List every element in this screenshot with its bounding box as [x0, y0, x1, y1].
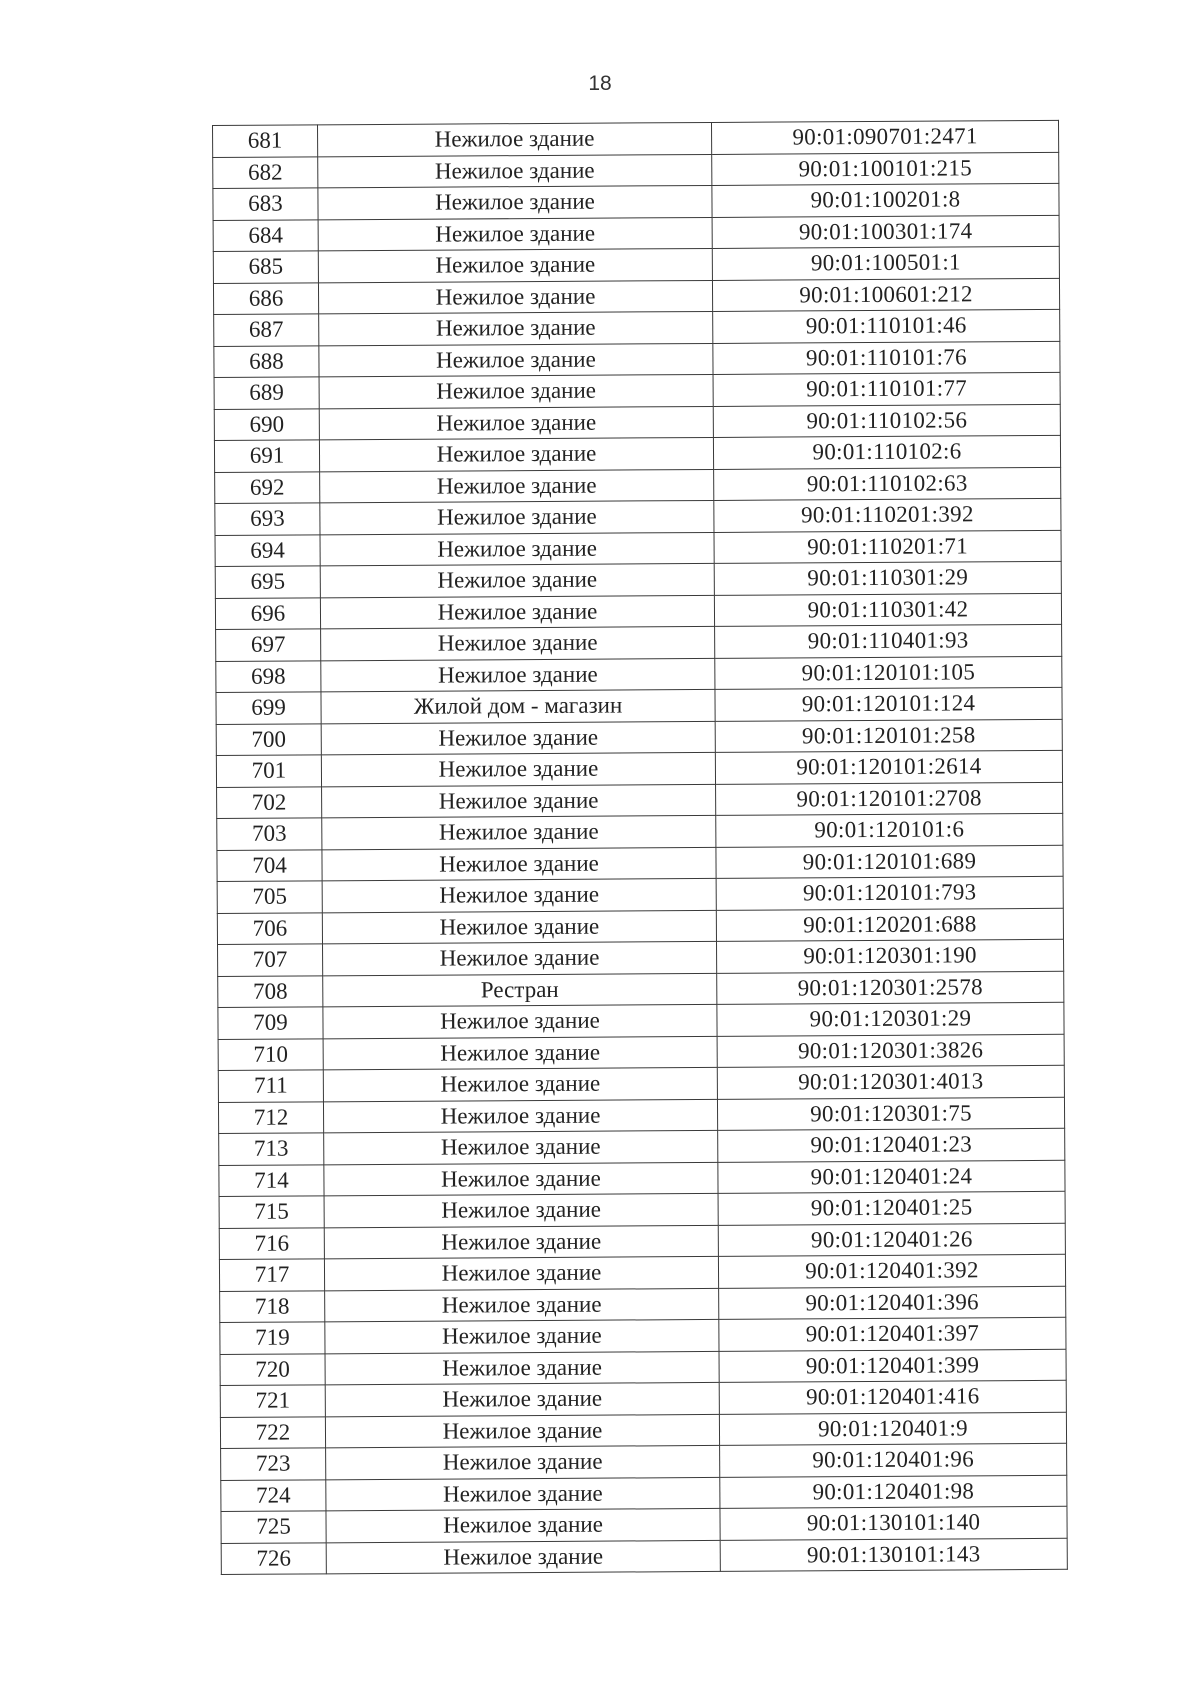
- object-name-cell: Нежилое здание: [320, 563, 714, 597]
- row-number-cell: 717: [219, 1259, 324, 1291]
- row-number-cell: 701: [216, 755, 321, 787]
- table-row: [221, 1506, 1067, 1543]
- row-number-cell: 722: [220, 1416, 325, 1448]
- row-number-cell: 685: [213, 251, 318, 283]
- table-row: [214, 341, 1060, 378]
- object-name-cell: Нежилое здание: [324, 1225, 718, 1259]
- row-number-cell: 683: [213, 188, 318, 220]
- cadastral-number-cell: 90:01:120401:26: [718, 1223, 1065, 1257]
- row-number-cell: 721: [220, 1385, 325, 1417]
- table-row: [216, 719, 1062, 756]
- row-number-cell: 693: [215, 503, 320, 535]
- row-number-cell: 681: [213, 125, 318, 157]
- object-name-cell: Нежилое здание: [319, 311, 713, 345]
- cadastral-number-cell: 90:01:120301:29: [717, 1002, 1064, 1036]
- row-number-cell: 706: [217, 912, 322, 944]
- table-row: [219, 1223, 1065, 1260]
- row-number-cell: 692: [215, 471, 320, 503]
- table-row: [215, 530, 1061, 567]
- table-row: [216, 687, 1062, 724]
- cadastral-number-cell: 90:01:100101:215: [712, 152, 1059, 186]
- object-name-cell: Нежилое здание: [324, 1130, 718, 1164]
- object-name-cell: Рестран: [323, 973, 717, 1007]
- object-name-cell: Нежилое здание: [320, 532, 714, 566]
- cadastral-number-cell: 90:01:120401:397: [719, 1317, 1066, 1351]
- cadastral-number-cell: 90:01:130101:140: [720, 1506, 1067, 1540]
- row-number-cell: 710: [218, 1038, 323, 1070]
- row-number-cell: 695: [215, 566, 320, 598]
- row-number-cell: 690: [214, 408, 319, 440]
- table-row: [217, 876, 1063, 913]
- table-row: [221, 1443, 1067, 1480]
- cadastral-number-cell: 90:01:120301:2578: [717, 971, 1064, 1005]
- cadastral-number-cell: 90:01:110102:6: [713, 435, 1060, 469]
- table-row: [214, 309, 1060, 346]
- cadastral-number-cell: 90:01:120401:24: [718, 1160, 1065, 1194]
- table-row: [213, 215, 1059, 252]
- object-name-cell: Нежилое здание: [323, 941, 717, 975]
- row-number-cell: 699: [216, 692, 321, 724]
- row-number-cell: 689: [214, 377, 319, 409]
- table-row: [220, 1317, 1066, 1354]
- cadastral-number-cell: 90:01:120101:105: [715, 656, 1062, 690]
- cadastral-number-cell: 90:01:120101:2708: [716, 782, 1063, 816]
- table-row: [219, 1160, 1065, 1197]
- table-row: [220, 1349, 1066, 1386]
- row-number-cell: 718: [220, 1290, 325, 1322]
- object-name-cell: Нежилое здание: [321, 658, 715, 692]
- table-row: [215, 467, 1061, 504]
- object-name-cell: Нежилое здание: [321, 721, 715, 755]
- cadastral-number-cell: 90:01:110102:63: [714, 467, 1061, 501]
- row-number-cell: 711: [218, 1070, 323, 1102]
- cadastral-number-cell: 90:01:100301:174: [712, 215, 1059, 249]
- cadastral-number-cell: 90:01:110301:42: [714, 593, 1061, 627]
- cadastral-number-cell: 90:01:120401:98: [720, 1475, 1067, 1509]
- table-row: [217, 845, 1063, 882]
- row-number-cell: 702: [217, 786, 322, 818]
- row-number-cell: 694: [215, 534, 320, 566]
- object-name-cell: Нежилое здание: [319, 437, 713, 471]
- cadastral-number-cell: 90:01:090701:2471: [711, 120, 1058, 154]
- row-number-cell: 714: [219, 1164, 324, 1196]
- cadastral-number-cell: 90:01:120401:392: [718, 1254, 1065, 1288]
- table-row: [217, 908, 1063, 945]
- row-number-cell: 724: [221, 1479, 326, 1511]
- table-row: [218, 1034, 1064, 1071]
- cadastral-number-cell: 90:01:120401:25: [718, 1191, 1065, 1225]
- object-name-cell: Нежилое здание: [322, 910, 716, 944]
- object-name-cell: Нежилое здание: [322, 847, 716, 881]
- row-number-cell: 719: [220, 1322, 325, 1354]
- row-number-cell: 700: [216, 723, 321, 755]
- row-number-cell: 708: [218, 975, 323, 1007]
- object-name-cell: Нежилое здание: [318, 217, 712, 251]
- row-number-cell: 707: [218, 944, 323, 976]
- table-row: [213, 183, 1059, 220]
- object-name-cell: Нежилое здание: [321, 752, 715, 786]
- cadastral-number-cell: 90:01:120401:399: [719, 1349, 1066, 1383]
- cadastral-number-cell: 90:01:100201:8: [712, 183, 1059, 217]
- row-number-cell: 715: [219, 1196, 324, 1228]
- cadastral-number-cell: 90:01:120101:258: [715, 719, 1062, 753]
- table-row: [218, 1097, 1064, 1134]
- table-row: [220, 1380, 1066, 1417]
- cadastral-number-cell: 90:01:120301:75: [717, 1097, 1064, 1131]
- cadastral-number-cell: 90:01:110401:93: [715, 624, 1062, 658]
- property-table-container: [212, 120, 1067, 1575]
- object-name-cell: Нежилое здание: [323, 1067, 717, 1101]
- object-name-cell: Нежилое здание: [320, 469, 714, 503]
- object-name-cell: Нежилое здание: [326, 1477, 720, 1511]
- row-number-cell: 723: [221, 1448, 326, 1480]
- cadastral-number-cell: 90:01:110201:71: [714, 530, 1061, 564]
- row-number-cell: 686: [213, 282, 318, 314]
- table-row: [218, 971, 1064, 1008]
- object-name-cell: Нежилое здание: [323, 1004, 717, 1038]
- object-name-cell: Нежилое здание: [326, 1540, 720, 1574]
- object-name-cell: Нежилое здание: [322, 815, 716, 849]
- row-number-cell: 698: [216, 660, 321, 692]
- table-row: [220, 1286, 1066, 1323]
- table-row: [213, 246, 1059, 283]
- row-number-cell: 697: [216, 629, 321, 661]
- object-name-cell: Жилой дом - магазин: [321, 689, 715, 723]
- cadastral-number-cell: 90:01:100501:1: [712, 246, 1059, 280]
- table-row: [213, 120, 1059, 157]
- row-number-cell: 725: [221, 1511, 326, 1543]
- row-number-cell: 682: [213, 156, 318, 188]
- cadastral-number-cell: 90:01:120301:3826: [717, 1034, 1064, 1068]
- table-row: [215, 498, 1061, 535]
- row-number-cell: 726: [221, 1542, 326, 1574]
- object-name-cell: Нежилое здание: [326, 1508, 720, 1542]
- object-name-cell: Нежилое здание: [318, 154, 712, 188]
- cadastral-number-cell: 90:01:120401:396: [719, 1286, 1066, 1320]
- cadastral-number-cell: 90:01:110101:46: [713, 309, 1060, 343]
- cadastral-number-cell: 90:01:120101:793: [716, 876, 1063, 910]
- cadastral-number-cell: 90:01:120201:688: [716, 908, 1063, 942]
- table-row: [215, 561, 1061, 598]
- cadastral-number-cell: 90:01:110201:392: [714, 498, 1061, 532]
- table-row: [217, 813, 1063, 850]
- object-name-cell: Нежилое здание: [318, 122, 712, 156]
- table-row: [218, 1002, 1064, 1039]
- object-name-cell: Нежилое здание: [320, 500, 714, 534]
- row-number-cell: 687: [214, 314, 319, 346]
- cadastral-number-cell: 90:01:110101:76: [713, 341, 1060, 375]
- table-row: [216, 656, 1062, 693]
- row-number-cell: 703: [217, 818, 322, 850]
- table-row: [221, 1475, 1067, 1512]
- table-body: [213, 120, 1068, 1574]
- table-row: [219, 1254, 1065, 1291]
- row-number-cell: 709: [218, 1007, 323, 1039]
- object-name-cell: Нежилое здание: [323, 1036, 717, 1070]
- object-name-cell: Нежилое здание: [318, 248, 712, 282]
- table-row: [213, 152, 1059, 189]
- table-row: [219, 1191, 1065, 1228]
- table-row: [213, 278, 1059, 315]
- cadastral-number-cell: 90:01:120401:9: [719, 1412, 1066, 1446]
- page-number: 18: [588, 72, 612, 95]
- cadastral-number-cell: 90:01:120401:23: [718, 1128, 1065, 1162]
- object-name-cell: Нежилое здание: [326, 1445, 720, 1479]
- object-name-cell: Нежилое здание: [322, 784, 716, 818]
- object-name-cell: Нежилое здание: [324, 1193, 718, 1227]
- row-number-cell: 716: [219, 1227, 324, 1259]
- table-row: [221, 1538, 1067, 1575]
- cadastral-number-cell: 90:01:120101:689: [716, 845, 1063, 879]
- row-number-cell: 720: [220, 1353, 325, 1385]
- cadastral-number-cell: 90:01:100601:212: [712, 278, 1059, 312]
- object-name-cell: Нежилое здание: [325, 1288, 719, 1322]
- cadastral-number-cell: 90:01:130101:143: [720, 1538, 1067, 1572]
- table-row: [214, 372, 1060, 409]
- object-name-cell: Нежилое здание: [322, 878, 716, 912]
- object-name-cell: Нежилое здание: [325, 1414, 719, 1448]
- cadastral-number-cell: 90:01:120401:416: [719, 1380, 1066, 1414]
- object-name-cell: Нежилое здание: [325, 1382, 719, 1416]
- table-row: [214, 404, 1060, 441]
- object-name-cell: Нежилое здание: [318, 185, 712, 219]
- row-number-cell: 704: [217, 849, 322, 881]
- cadastral-number-cell: 90:01:120101:6: [716, 813, 1063, 847]
- row-number-cell: 691: [214, 440, 319, 472]
- object-name-cell: Нежилое здание: [324, 1162, 718, 1196]
- table-row: [216, 750, 1062, 787]
- object-name-cell: Нежилое здание: [325, 1351, 719, 1385]
- object-name-cell: Нежилое здание: [323, 1099, 717, 1133]
- table-row: [217, 782, 1063, 819]
- object-name-cell: Нежилое здание: [325, 1319, 719, 1353]
- row-number-cell: 688: [214, 345, 319, 377]
- cadastral-number-cell: 90:01:120301:4013: [717, 1065, 1064, 1099]
- cadastral-number-cell: 90:01:110102:56: [713, 404, 1060, 438]
- row-number-cell: 712: [218, 1101, 323, 1133]
- table-row: [215, 593, 1061, 630]
- object-name-cell: Нежилое здание: [324, 1256, 718, 1290]
- table-row: [220, 1412, 1066, 1449]
- object-name-cell: Нежилое здание: [320, 595, 714, 629]
- row-number-cell: 713: [219, 1133, 324, 1165]
- table-row: [219, 1128, 1065, 1165]
- cadastral-number-cell: 90:01:120401:96: [720, 1443, 1067, 1477]
- table-row: [216, 624, 1062, 661]
- row-number-cell: 684: [213, 219, 318, 251]
- table-row: [214, 435, 1060, 472]
- cadastral-number-cell: 90:01:120301:190: [716, 939, 1063, 973]
- property-table: [212, 120, 1068, 1575]
- cadastral-number-cell: 90:01:110101:77: [713, 372, 1060, 406]
- table-row: [218, 1065, 1064, 1102]
- cadastral-number-cell: 90:01:110301:29: [714, 561, 1061, 595]
- object-name-cell: Нежилое здание: [319, 406, 713, 440]
- cadastral-number-cell: 90:01:120101:2614: [715, 750, 1062, 784]
- row-number-cell: 696: [215, 597, 320, 629]
- object-name-cell: Нежилое здание: [319, 374, 713, 408]
- row-number-cell: 705: [217, 881, 322, 913]
- object-name-cell: Нежилое здание: [318, 280, 712, 314]
- cadastral-number-cell: 90:01:120101:124: [715, 687, 1062, 721]
- object-name-cell: Нежилое здание: [319, 343, 713, 377]
- object-name-cell: Нежилое здание: [321, 626, 715, 660]
- table-row: [218, 939, 1064, 976]
